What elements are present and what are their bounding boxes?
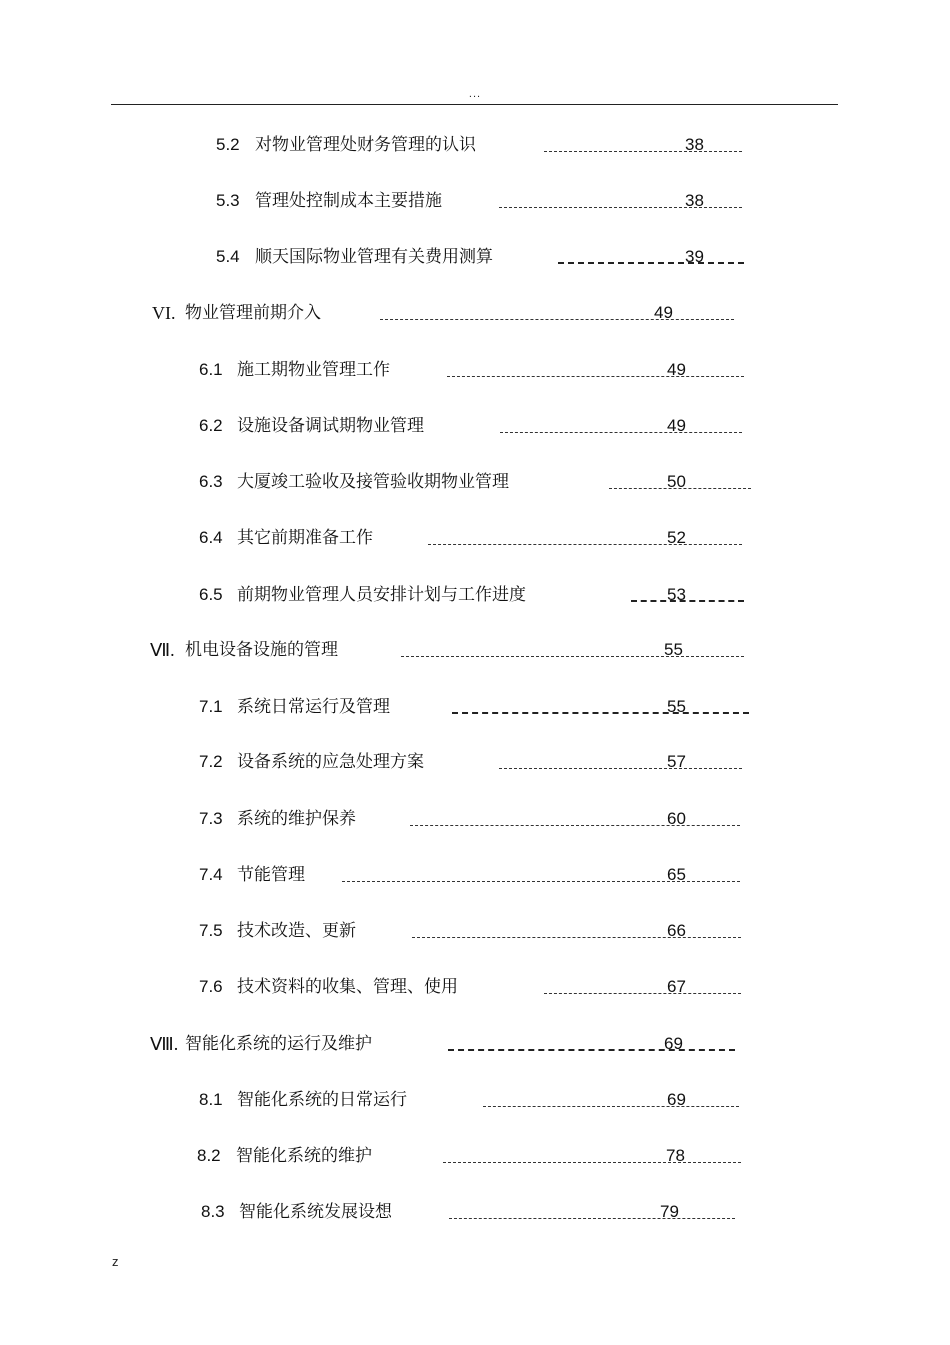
- toc-leader-dots: [449, 1218, 735, 1219]
- toc-entry-number: 7.1: [199, 697, 223, 716]
- toc-entry-number: 5.3: [216, 191, 240, 210]
- toc-entry-page: 53: [667, 585, 686, 604]
- toc-entry-number: Ⅶ.: [150, 640, 175, 660]
- toc-entry-number: 5.2: [216, 135, 240, 154]
- toc-entry-page: 79: [660, 1202, 679, 1221]
- toc-entry-7-5[interactable]: [0, 920, 950, 944]
- toc-entry-page: 65: [667, 865, 686, 884]
- toc-entry-number: 7.2: [199, 752, 223, 771]
- toc-entry-title: 智能化系统的日常运行: [237, 1090, 407, 1110]
- toc-entry-8-1[interactable]: [0, 1089, 950, 1113]
- toc-entry-title: 智能化系统发展设想: [239, 1202, 392, 1222]
- toc-entry-number: 7.5: [199, 921, 223, 940]
- toc-entry-page: 49: [654, 303, 673, 322]
- toc-entry-page: 55: [664, 640, 683, 659]
- toc-entry-page: 67: [667, 977, 686, 996]
- toc-entry-title: 技术资料的收集、管理、使用: [237, 977, 458, 997]
- toc-entry-8-3[interactable]: [0, 1201, 950, 1225]
- toc-entry-6-3[interactable]: [0, 471, 950, 495]
- toc-entry-number: 7.3: [199, 809, 223, 828]
- toc-leader-dots: [380, 319, 734, 320]
- toc-entry-page: 66: [667, 921, 686, 940]
- toc-entry-title: 大厦竣工验收及接管验收期物业管理: [237, 472, 509, 492]
- toc-entry-number: 8.3: [201, 1202, 225, 1221]
- toc-entry-7-6[interactable]: [0, 976, 950, 1000]
- toc-entry-page: 69: [667, 1090, 686, 1109]
- toc-entry-chapter-8[interactable]: [0, 1033, 950, 1057]
- toc-entry-title: 节能管理: [237, 865, 305, 885]
- toc-leader-dots: [483, 1106, 739, 1107]
- toc-entry-title: 顺天国际物业管理有关费用测算: [255, 247, 493, 267]
- toc-entry-number: 8.2: [197, 1146, 221, 1165]
- toc-entry-title: 前期物业管理人员安排计划与工作进度: [237, 585, 526, 605]
- toc-leader-dots: [410, 825, 740, 826]
- toc-entry-number: 5.4: [216, 247, 240, 266]
- toc-entry-page: 55: [667, 697, 686, 716]
- toc-leader-dots: [500, 432, 742, 433]
- toc-entry-number: 6.2: [199, 416, 223, 435]
- toc-entry-title: 物业管理前期介入: [185, 303, 321, 323]
- toc-entry-5-2[interactable]: [0, 134, 950, 158]
- toc-entry-5-4[interactable]: [0, 246, 950, 270]
- toc-entry-7-2[interactable]: [0, 751, 950, 775]
- toc-leader-dots: [412, 937, 741, 938]
- toc-entry-7-3[interactable]: [0, 808, 950, 832]
- toc-entry-page: 49: [667, 416, 686, 435]
- toc-entry-page: 38: [685, 191, 704, 210]
- toc-entry-chapter-7[interactable]: [0, 639, 950, 663]
- toc-entry-number: 6.5: [199, 585, 223, 604]
- toc-leader-dots: [447, 376, 744, 377]
- toc-leader-dots: [544, 993, 741, 994]
- toc-entry-page: 78: [666, 1146, 685, 1165]
- toc-entry-page: 60: [667, 809, 686, 828]
- toc-entry-number: 7.6: [199, 977, 223, 996]
- toc-leader-dots: [443, 1162, 741, 1163]
- toc-entry-6-4[interactable]: [0, 527, 950, 551]
- toc-entry-page: 69: [664, 1034, 683, 1053]
- toc-entry-page: 49: [667, 360, 686, 379]
- toc-entry-7-1[interactable]: [0, 696, 950, 720]
- toc-leader-dots: [631, 600, 744, 602]
- toc-entry-8-2[interactable]: [0, 1145, 950, 1169]
- toc-entry-6-5[interactable]: [0, 584, 950, 608]
- toc-entry-number: VI.: [152, 303, 176, 323]
- toc-entry-6-2[interactable]: [0, 415, 950, 439]
- toc-entry-title: 其它前期准备工作: [237, 528, 373, 548]
- toc-entry-5-3[interactable]: [0, 190, 950, 214]
- toc-entry-page: 50: [667, 472, 686, 491]
- toc-leader-dots: [499, 207, 742, 208]
- toc-entry-page: 52: [667, 528, 686, 547]
- toc-entry-title: 智能化系统的运行及维护: [185, 1034, 372, 1054]
- header-dots: ...: [468, 88, 482, 100]
- toc-entry-number: 6.4: [199, 528, 223, 547]
- toc-entry-number: 6.3: [199, 472, 223, 491]
- toc-entry-title: 设施设备调试期物业管理: [237, 416, 424, 436]
- toc-leader-dots: [544, 151, 742, 152]
- toc-leader-dots: [558, 262, 744, 264]
- toc-entry-number: 7.4: [199, 865, 223, 884]
- toc-leader-dots: [428, 544, 742, 545]
- header-rule: [111, 104, 838, 105]
- toc-entry-title: 技术改造、更新: [237, 921, 356, 941]
- toc-entry-number: 8.1: [199, 1090, 223, 1109]
- toc-leader-dots: [499, 768, 742, 769]
- toc-entry-title: 设备系统的应急处理方案: [237, 752, 424, 772]
- toc-entry-title: 系统日常运行及管理: [237, 697, 390, 717]
- toc-entry-title: 施工期物业管理工作: [237, 360, 390, 380]
- toc-entry-title: 机电设备设施的管理: [185, 640, 338, 660]
- footer-mark: z: [112, 1254, 119, 1269]
- toc-entry-page: 39: [685, 247, 704, 266]
- toc-entry-page: 38: [685, 135, 704, 154]
- toc-entry-chapter-6[interactable]: [0, 302, 950, 326]
- toc-entry-7-4[interactable]: [0, 864, 950, 888]
- toc-leader-dots: [448, 1049, 735, 1051]
- toc-entry-number: Ⅷ.: [150, 1034, 179, 1054]
- toc-entry-title: 系统的维护保养: [237, 809, 356, 829]
- toc-entry-page: 57: [667, 752, 686, 771]
- toc-entry-number: 6.1: [199, 360, 223, 379]
- toc-entry-6-1[interactable]: [0, 359, 950, 383]
- toc-entry-title: 管理处控制成本主要措施: [255, 191, 442, 211]
- toc-entry-title: 对物业管理处财务管理的认识: [255, 135, 476, 155]
- toc-entry-title: 智能化系统的维护: [236, 1146, 372, 1166]
- toc-leader-dots: [401, 656, 744, 657]
- toc-leader-dots: [452, 712, 749, 714]
